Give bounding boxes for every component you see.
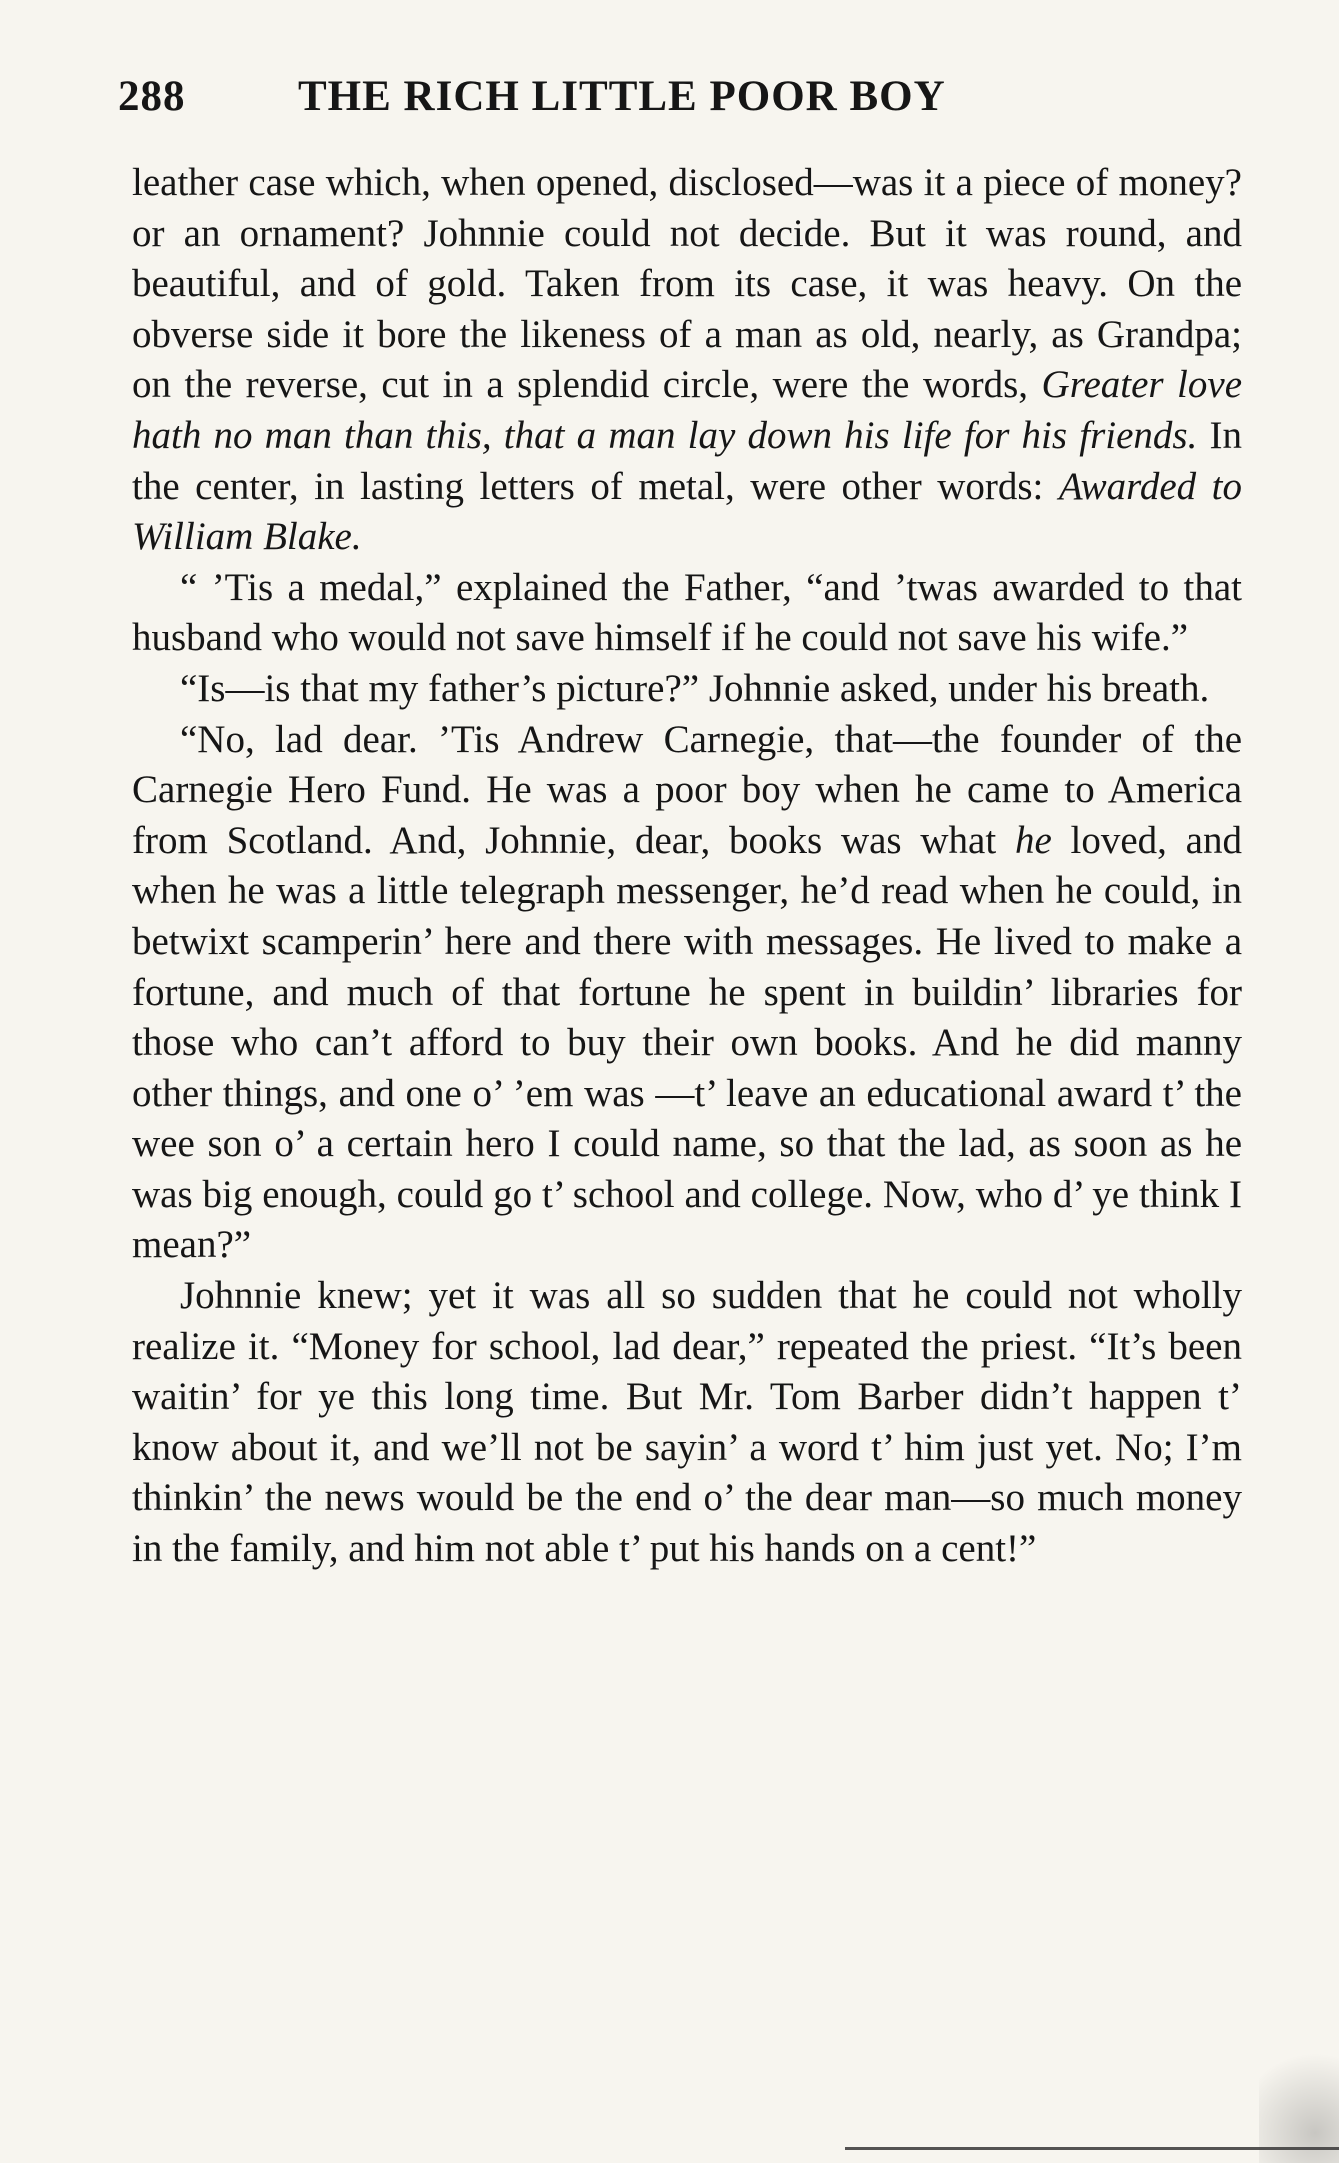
text-run: “ ’Tis a medal,” explained the Father, “and ’twas awarded to that husband who would not save himself if he could not save his wife.” [132,565,1242,660]
text-run: In the center, in lasting letters of metal, were other words: [132,413,1242,508]
paragraph [132,158,1242,563]
page-number: 288 [118,73,186,120]
paragraph [132,1271,1242,1575]
text-run: “Is—is that my father’s picture?” Johnnie asked, under his breath. [180,666,1210,710]
paragraph [132,664,1242,715]
text-run: “No, lad dear. ’Tis Andrew Carnegie, that—the founder of the Carnegie Hero Fund. He was a poor boy when he came to America from Scotland. And, Johnnie, dear, books was what [132,717,1242,862]
scan-speckle [1259,2013,1339,2163]
italic-inscription: Awarded to William Blake. [132,464,1243,559]
running-title: THE RICH LITTLE POOR BOY [298,73,946,120]
paragraph [132,715,1242,1272]
text-run: loved, and when he was a little telegraph messenger, he’d read when he could, in betwixt scamperin’ here and there with messages. He lived to make a fortune, and much of that fortune he spent in buildin’ libraries for those who can’t afford to buy their own books. And he did manny other things, and one o’ ’em was —t’ leave an educational award t’ the wee son o’ a certain hero I could name, so that the lad, as soon as he was big enough, could go t’ school and college. Now, who d’ ye think I mean?” [132,818,1242,1267]
text-run: Johnnie knew; yet it was all so sudden that he could not wholly realize it. “Money for school, lad dear,” repeated the priest. “It’s been waitin’ for ye this long time. But Mr. Tom Barber didn’t happen t’ know about it, and we’ll not be sayin’ a word t’ him just yet. No; I’m thinkin’ the news would be the end o’ the dear man—so much money in the family, and him not able t’ put his hands on a cent!” [132,1274,1242,1571]
text-run: leather case which, when opened, disclosed—was it a piece of money? or an ornament? Johnnie could not decide. But it was round, and beautiful, and of gold. Taken from its case, it was heavy. On the obverse side it bore the likeness of a man as old, nearly, as Grandpa; on the reverse, cut in a splendid circle, were the words, [132,161,1242,407]
italic-word: he [1014,818,1052,862]
page-header [118,72,1238,132]
paragraph [132,563,1242,664]
body-text [132,158,1242,1575]
italic-quote: Greater love hath no man than this, that a man lay down his life for his friends. [132,363,1243,457]
